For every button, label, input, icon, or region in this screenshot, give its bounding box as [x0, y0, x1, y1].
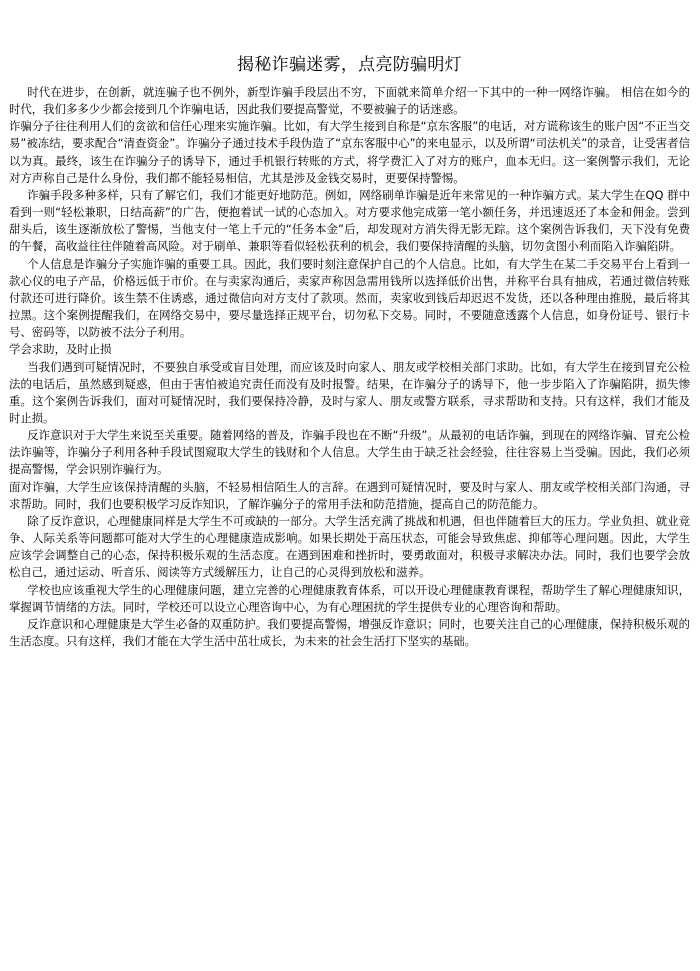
paragraph-7: 面对诈骗，大学生应该保持清醒的头脑，不轻易相信陌生人的言辞。在遇到可疑情况时，要及时与家人、朋友或学校相关部门沟通，寻求帮助。同时，我们也要积极学习反诈知识，了解诈骗分子的常用手法和防范措施，提高自己的防范能力。 — [9, 479, 690, 511]
paragraph-2: 诈骗分子往往利用人们的贪欲和信任心理来实施诈骗。比如，有大学生接到自称是“京东客服”的电话，对方谎称该生的账户因“不正当交易”被冻结，要求配合“清查资金”。诈骗分子通过技术手段伪造了“京东客服中心”的来电显示，以及所谓“司法机关”的录音，让受害者信以为真。最终，该生在诈骗分子的诱导下，通过手机银行转账的方式，将学费汇入了对方的账户，血本无归。这一案例警示我们，无论对方声称自己是什么身份，我们都不能轻易相信，尤其是涉及金钱交易时，更要保持警惕。 — [9, 119, 690, 185]
section-heading: 学会求助，及时止损 — [9, 342, 112, 357]
paragraph-10: 反诈意识和心理健康是大学生必备的双重防护。我们要提高警惕，增强反诈意识；同时，也要关注自己的心理健康，保持积极乐观的生活态度。只有这样，我们才能在大学生活中茁壮成长，为未来的社会生活打下坚实的基础。 — [9, 616, 690, 648]
paragraph-1: 时代在进步，在创新，就连骗子也不例外，新型诈骗手段层出不穷，下面就来简单介绍一下其中的一种一网络诈骗。 相信在如今的时代，我们多多少少都会接到几个诈骗电话，因此我们要提高警觉，不要被骗子的话迷惑。 — [9, 85, 690, 117]
paragraph-5: 当我们遇到可疑情况时，不要独自承受或盲目处理，而应该及时向家人、朋友或学校相关部门求助。比如，有大学生在接到冒充公检法的电话后，虽然感到疑惑，但由于害怕被追究责任而没有及时报警。结果，在诈骗分子的诱导下，他一步步陷入了诈骗陷阱，损失惨重。这个案例告诉我们，面对可疑情况时，我们要保持冷静，及时与家人、朋友或警方联系，寻求帮助和支持。只有这样，我们才能及时止损。 — [9, 359, 690, 425]
paragraph-3: 诈骗手段多种多样，只有了解它们，我们才能更好地防范。例如，网络刷单诈骗是近年来常见的一种诈骗方式。某大学生在QQ 群中看到一则“轻松兼职，日结高薪”的广告，便抱着试一试的心态加入。对方要求他完成第一笔小额任务，并迅速返还了本金和佣金。尝到甜头后，该生逐渐放松了警惕，当他支付一笔上千元的“任务本金”后，却发现对方消失得无影无踪。这个案例告诉我们，天下没有免费的午餐，高收益往往伴随着高风险。对于刷单、兼职等看似轻松获利的机会，我们要保持清醒的头脑，切勿贪图小利而陷入诈骗陷阱。 — [9, 187, 690, 254]
document-title: 揭秘诈骗迷雾，点亮防骗明灯 — [237, 55, 462, 75]
paragraph-9: 学校也应该重视大学生的心理健康问题，建立完善的心理健康教育体系，可以开设心理健康教育课程，帮助学生了解心理健康知识，掌握调节情绪的方法。同时，学校还可以设立心理咨询中心，为有心理困扰的学生提供专业的心理咨询和帮助。 — [9, 582, 690, 614]
paragraph-4: 个人信息是诈骗分子实施诈骗的重要工具。因此，我们要时刻注意保护自己的个人信息。比如，有大学生在某二手交易平台上看到一款心仪的电子产品，价格远低于市价。在与卖家沟通后，卖家声称因急需用钱所以选择低价出售，并称平台具有抽成，若通过微信转账付款还可进行降价。该生禁不住诱惑，通过微信向对方支付了款项。然而，卖家收到钱后却迟迟不发货，还以各种理由推脱，最后将其拉黑。这个案例提醒我们，在网络交易中，要尽量选择正规平台，切勿私下交易。同时，不要随意透露个人信息，如身份证号、银行卡号、密码等，以防被不法分子利用。 — [9, 256, 690, 340]
document-body — [9, 84, 690, 650]
paragraph-6: 反诈意识对于大学生来说至关重要。随着网络的普及，诈骗手段也在不断“升级”。从最初的电话诈骗，到现在的网络诈骗、冒充公检法诈骗等，诈骗分子利用各种手段试图窥取大学生的钱财和个人信息。大学生由于缺乏社会经验，往往容易上当受骗。因此，我们必须提高警惕，学会识别诈骗行为。 — [9, 428, 690, 477]
paragraph-8: 除了反诈意识，心理健康同样是大学生不可或缺的一部分。大学生活充满了挑战和机遇，但也伴随着巨大的压力。学业负担、就业竞争、人际关系等问题都可能对大学生的心理健康造成影响。如果长期处于高压状态，可能会导致焦虑、抑郁等心理问题。因此，大学生应该学会调整自己的心态，保持积极乐观的生活态度。在遇到困难和挫折时，要勇敢面对，积极寻求解决办法。同时，我们也要学会放松自己，通过运动、听音乐、阅读等方式缓解压力，让自己的心灵得到放松和滋养。 — [9, 513, 690, 580]
